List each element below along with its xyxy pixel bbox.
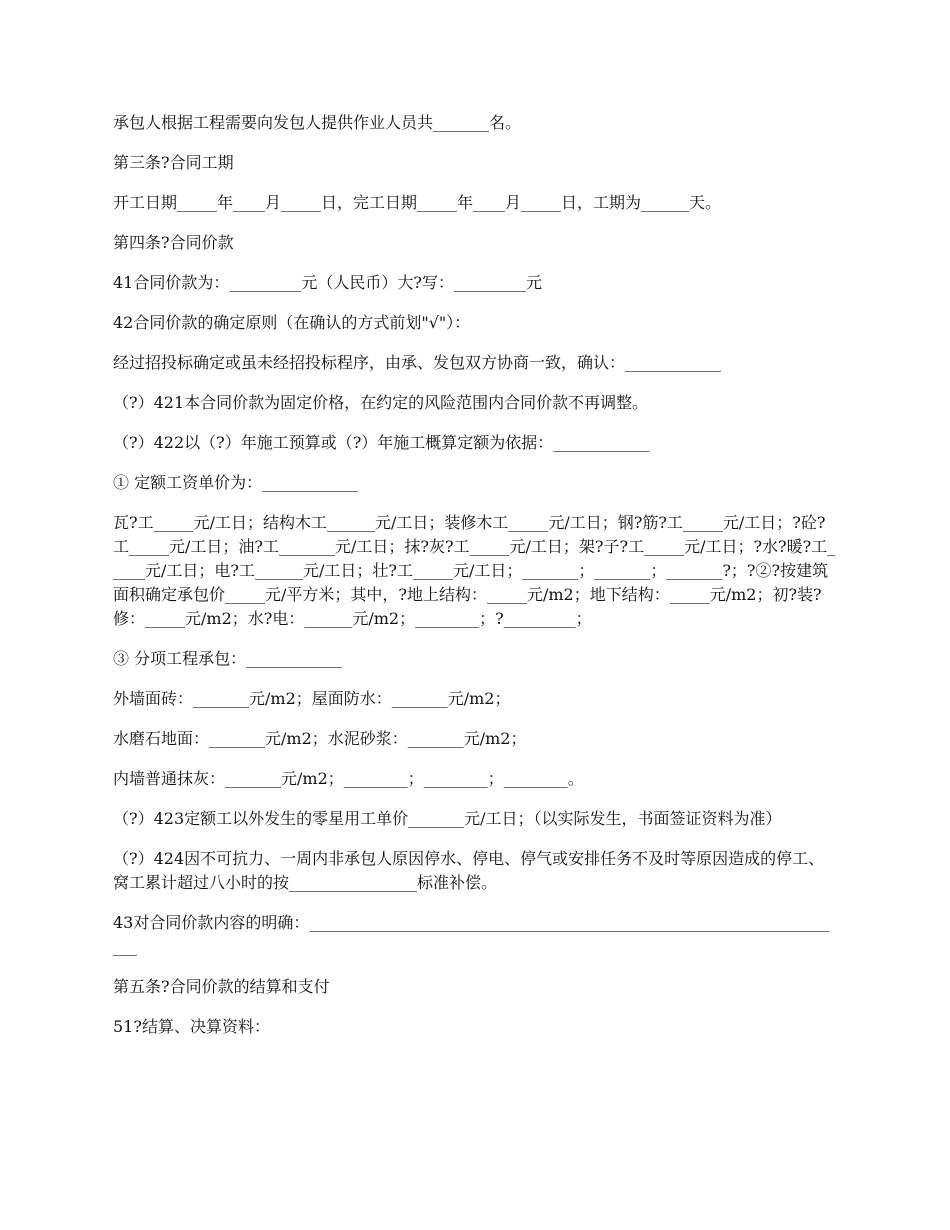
paragraph-wage-rate: ① 定额工资单价为：____________ [113,473,359,492]
paragraph-tiles: 外墙面砖：_______元/m2；屋面防水：_______元/m2； [113,689,511,708]
heading-article-3: 第三条?合同工期 [113,153,234,172]
heading-article-4: 第四条?合同价款 [113,233,234,252]
paragraph-421: （?）421本合同价款为固定价格，在约定的风险范围内合同价款不再调整。 [113,393,649,412]
paragraph-subcontract: ③ 分项工程承包：____________ [113,649,343,668]
heading-article-5: 第五条?合同价款的结算和支付 [113,977,330,996]
paragraph-workers: 承包人根据工程需要向发包人提供作业人员共_______名。 [113,113,522,132]
paragraph-51: 51?结算、决算资料： [113,1017,270,1036]
paragraph-terrazzo: 水磨石地面：_______元/m2；水泥砂浆：_______元/m2； [113,729,527,748]
document-body [113,111,837,1055]
paragraph-422: （?）422以（?）年施工预算或（?）年施工概算定额为依据：____________ [113,433,650,452]
paragraph-423: （?）423定额工以外发生的零星用工单价_______元/工日；（以实际发生，书面签证资料为准） [113,809,782,828]
paragraph-schedule: 开工日期_____年____月_____日，完工日期_____年____月_____日，工期为______天。 [113,193,722,212]
paragraph-43: 43对合同价款内容的明确：____________________________________________________________________ [113,913,830,956]
paragraph-plaster: 内墙普通抹灰：_______元/m2；________；________；________。 [113,769,584,788]
paragraph-42: 42合同价款的确定原则（在确认的方式前划"√"）： [113,313,471,332]
paragraph-424: （?）424因不可抗力、一周内非承包人原因停水、停电、停气或安排任务不及时等原因造成的停工、窝工累计超过八小时的按________________标准补偿。 [113,849,825,892]
paragraph-41: 41合同价款为：_________元（人民币）大?写：_________元 [113,273,542,292]
paragraph-bidding: 经过招投标确定或虽未经招投标程序，由承、发包双方协商一致，确认：____________ [113,353,722,372]
paragraph-trade-rates: 瓦?工_____元/工日；结构木工______元/工日；装修木工_____元/工日；钢?筋?工_____元/工日；?砼?工_____元/工日；油?工_______元/工日；抹?灰?工_____元/工日；架?子?工_____元/工日；?水?暖?工_____元/工日；电?工______元/工日；壮?工_____元/工日；_______；_______；_______?；?②?按建筑面积确定承包价_____元/平方米；其中，?地上结构：_____元/m2；地下结构：_____元/m2；初?装?修：_____元/m2；水?电：______元/m2；________；?_________； [113,513,836,628]
